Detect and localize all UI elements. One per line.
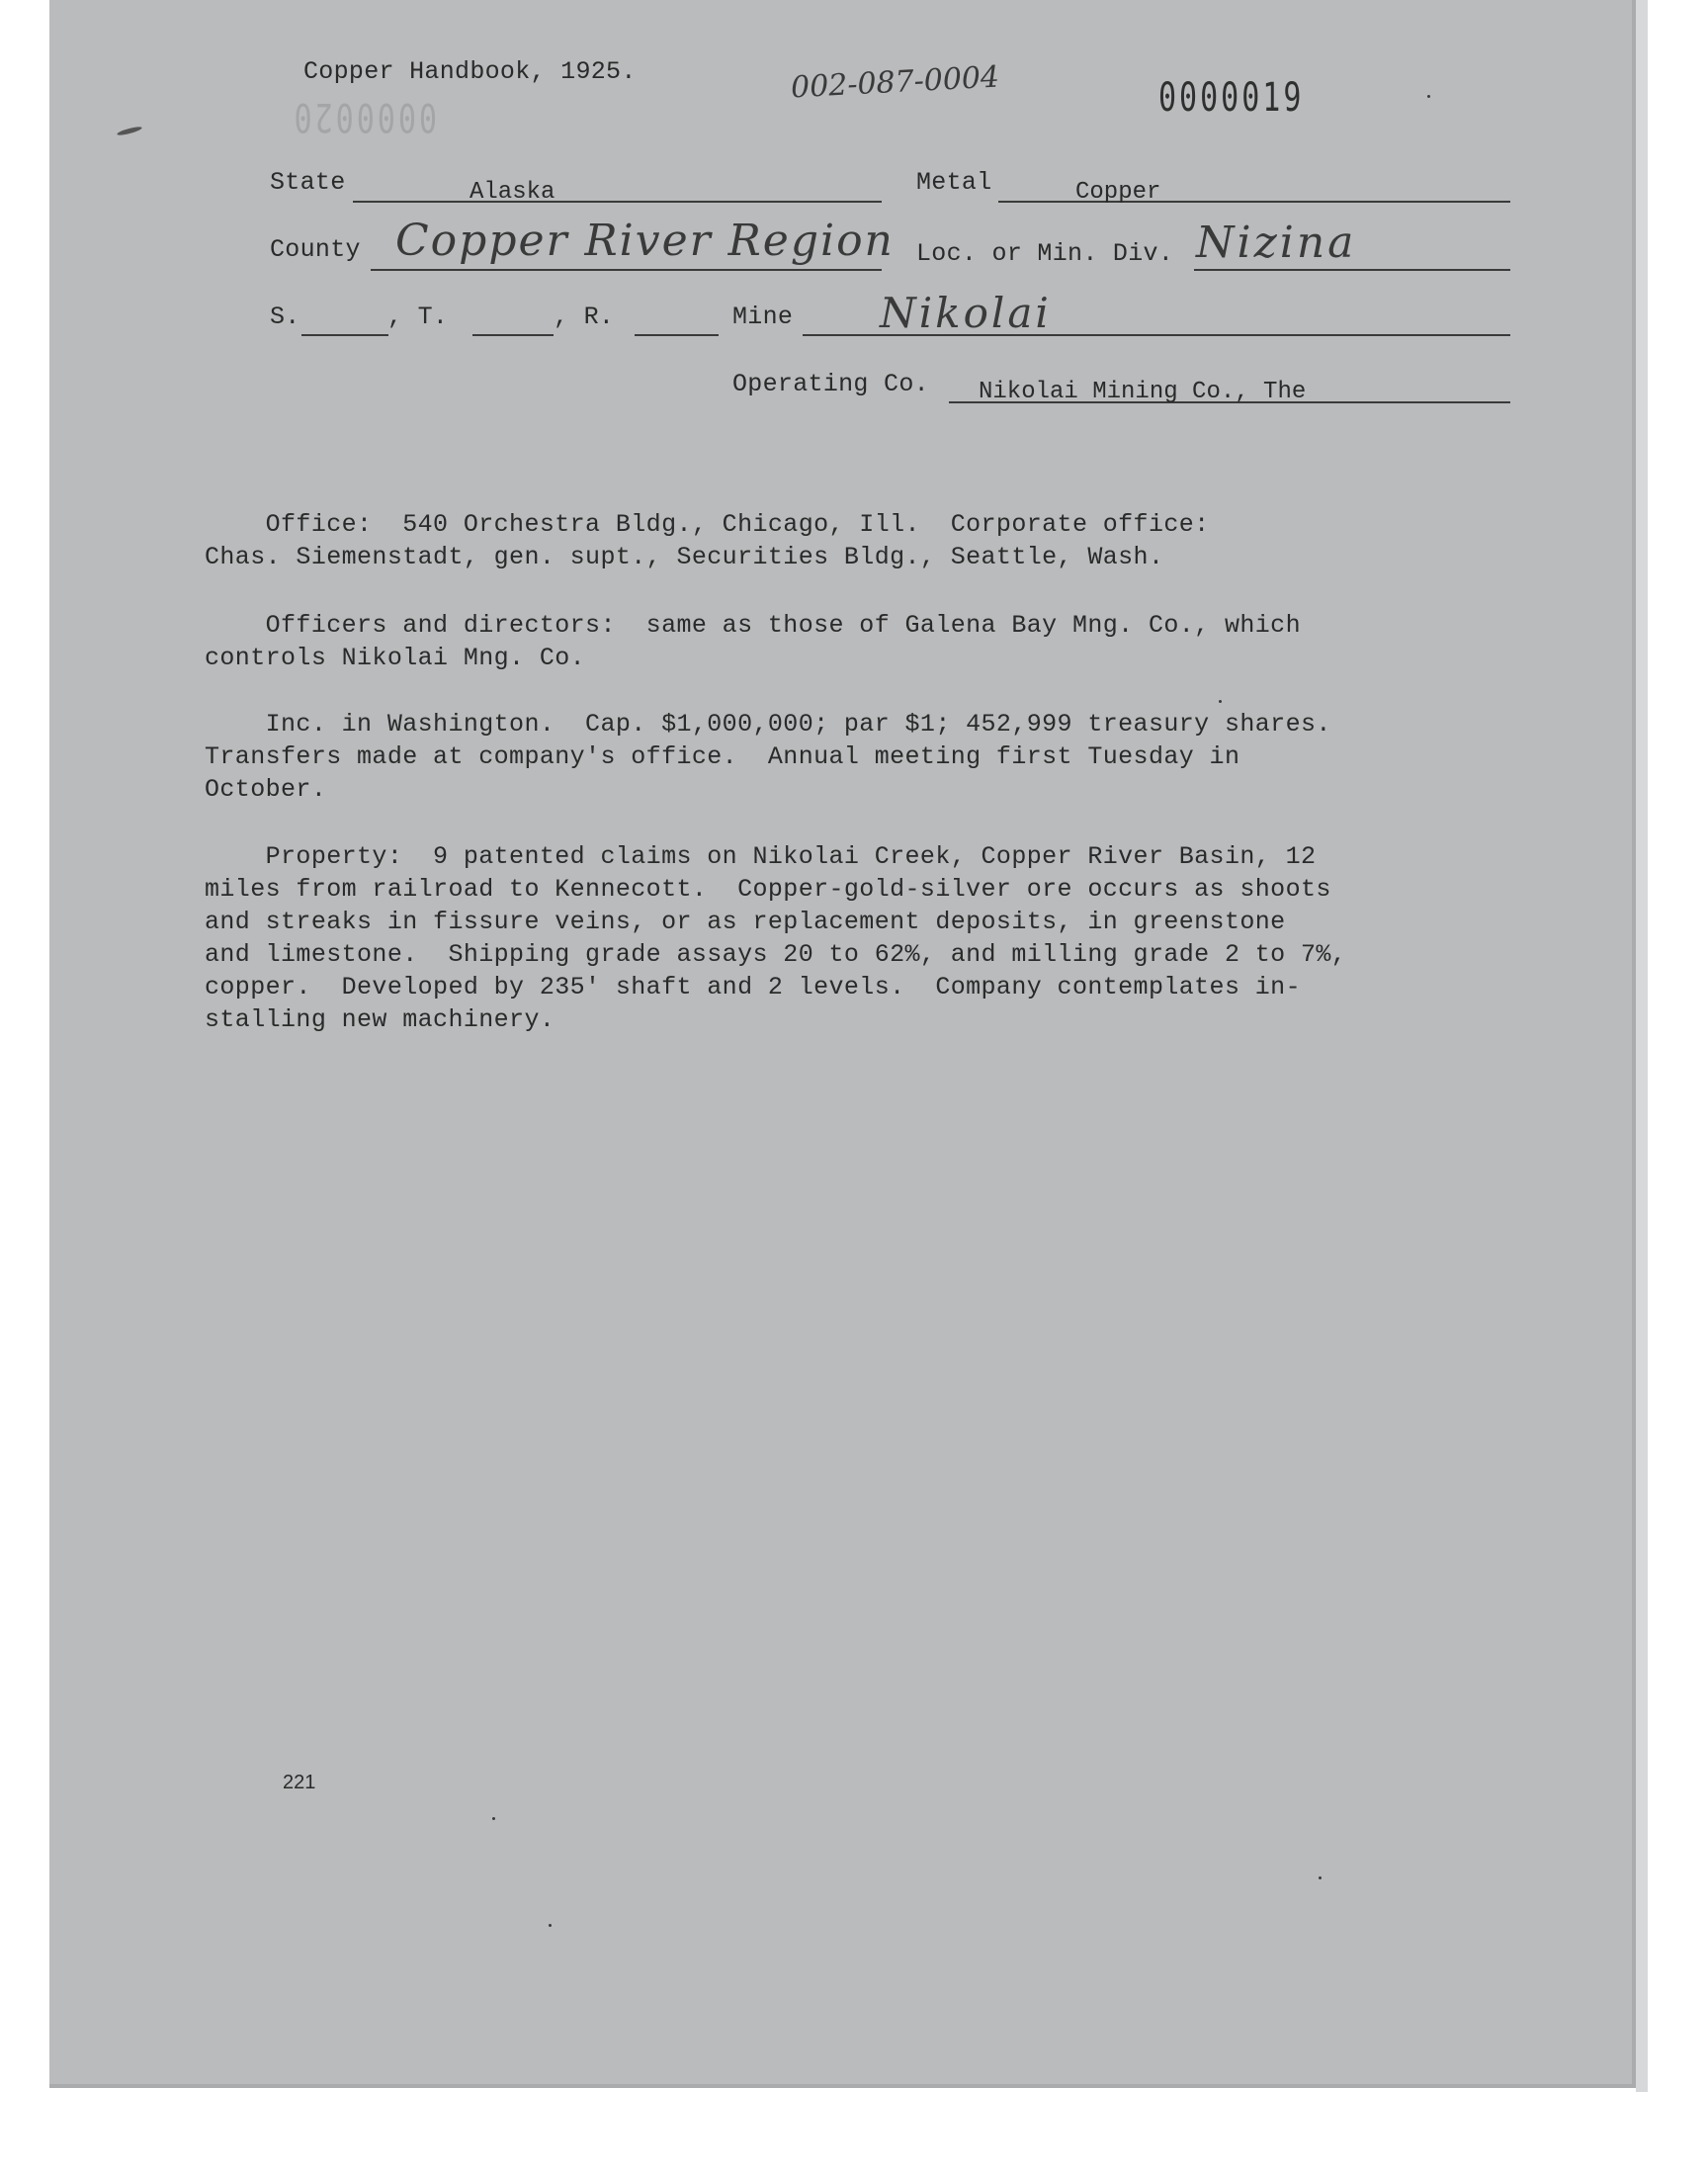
operating-label: Operating Co. [732,370,929,398]
metal-value: Copper [1075,179,1161,206]
officers-line: Officers and directors: same as those of Galena Bay Mng. Co., which [205,611,1301,640]
sheet-edge-shadow [1636,0,1648,2092]
incorporation-line: Transfers made at company's office. Annual meeting first Tuesday in [205,742,1240,771]
incorporation-paragraph [205,708,1490,806]
county-value: Copper River Region [395,216,895,266]
state-value: Alaska [470,179,555,206]
incorporation-line: Inc. in Washington. Cap. $1,000,000; par $1; 452,999 treasury shares. [205,710,1331,739]
office-line: Office: 540 Orchestra Bldg., Chicago, Ill. Corporate office: [205,510,1210,539]
scan-speck [1427,95,1430,98]
s-label: S. [270,303,300,331]
state-underline [353,201,882,203]
ghost-number-bleedthrough: 0000020 [291,94,438,139]
r-underline [635,334,719,336]
sheet-number-stamp: 0000019 [1158,75,1305,121]
mine-value: Nikolai [880,289,1052,337]
property-paragraph [205,840,1490,1036]
file-code: 002-087-0004 [790,59,1000,106]
property-line: stalling new machinery. [205,1005,555,1034]
office-line: Chas. Siemenstadt, gen. supt., Securities Bldg., Seattle, Wash. [205,543,1164,571]
mine-label: Mine [732,303,794,331]
operating-value: Nikolai Mining Co., The [979,379,1307,405]
officers-paragraph [205,609,1490,674]
scan-speck [1319,1876,1322,1879]
property-line: and streaks in fissure veins, or as replacement deposits, in greenstone [205,908,1286,936]
county-underline [371,269,882,271]
t-label: , T. [387,303,449,331]
s-underline [301,334,388,336]
property-line: copper. Developed by 235' shaft and 2 levels. Company contemplates in- [205,973,1301,1001]
loc-label: Loc. or Min. Div. [916,239,1174,268]
property-line: miles from railroad to Kennecott. Copper-gold-silver ore occurs as shoots [205,875,1331,904]
scan-speck [549,1924,552,1927]
metal-label: Metal [916,168,992,197]
state-label: State [270,168,346,197]
r-label: , R. [554,303,615,331]
scan-speck [492,1817,495,1820]
officers-line: controls Nikolai Mng. Co. [205,644,586,672]
loc-underline [1194,269,1510,271]
page-number: 221 [283,1772,316,1793]
property-line: and limestone. Shipping grade assays 20 to 62%, and milling grade 2 to 7%, [205,940,1347,969]
loc-value: Nizina [1196,218,1357,268]
office-paragraph [205,508,1490,573]
county-label: County [270,235,361,264]
scan-speck [1219,700,1222,703]
source-title: Copper Handbook, 1925. [303,57,637,86]
incorporation-line: October. [205,775,327,804]
property-line: Property: 9 patented claims on Nikolai Creek, Copper River Basin, 12 [205,842,1317,871]
t-underline [472,334,554,336]
